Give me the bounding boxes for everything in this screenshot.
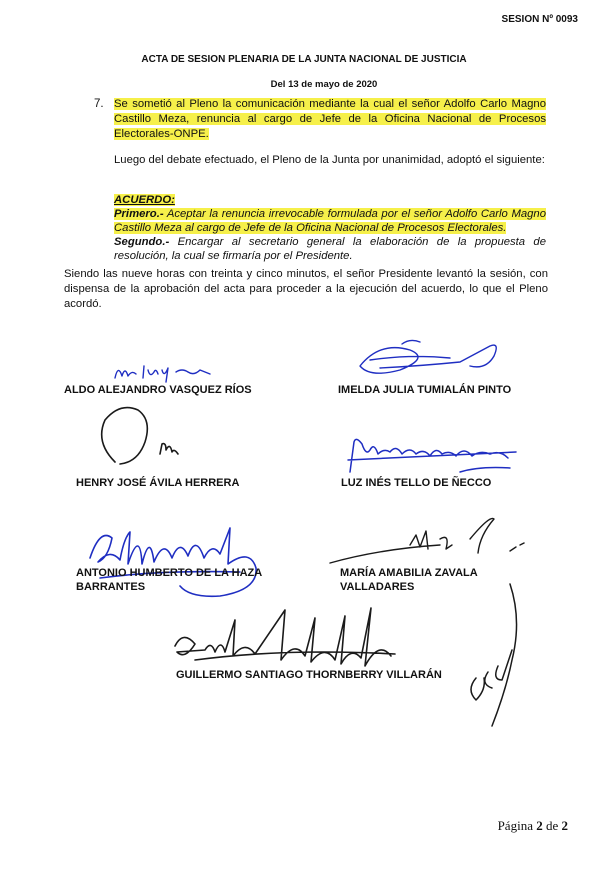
page-current: 2 — [536, 818, 543, 833]
signatory-tumialan: IMELDA JULIA TUMIALÁN PINTO — [338, 384, 512, 396]
signatory-avila: HENRY JOSÉ ÁVILA HERRERA — [76, 477, 240, 489]
signatory-de-la-haza — [76, 566, 262, 594]
signatory-zavala-line1: MARÍA AMABILIA ZAVALA — [340, 567, 478, 579]
page-number — [498, 818, 568, 834]
signatory-de-la-haza-line1: ANTONIO HUMBERTO DE LA HAZA — [76, 567, 263, 579]
signature-tumialan — [340, 336, 510, 386]
page-word: Página — [497, 818, 533, 833]
agreement-first-label: Primero.- — [114, 208, 164, 220]
closing-paragraph: Siendo las nueve horas con treinta y cinco minutos, el señor Presidente levantó la sesión, con dispensa de la aprobación del acta para proceder a la ejecución del acuerdo, lo que el Pleno acordó. — [64, 268, 548, 310]
document-date: Del 13 de mayo de 2020 — [270, 79, 378, 90]
document-title: ACTA DE SESION PLENARIA DE LA JUNTA NACIONAL DE JUSTICIA — [141, 54, 467, 65]
signature-tello — [340, 432, 520, 482]
signatory-tello: LUZ INÉS TELLO DE ÑECCO — [341, 477, 492, 489]
signatory-de-la-haza-line2: BARRANTES — [76, 581, 146, 593]
signature-right-margin — [462, 580, 532, 730]
page-total: 2 — [561, 818, 568, 833]
signatory-zavala — [340, 566, 478, 594]
signatory-zavala-line2: VALLADARES — [340, 581, 415, 593]
item-number: 7. — [94, 98, 104, 110]
signatory-thornberry: GUILLERMO SANTIAGO THORNBERRY VILLARÁN — [176, 669, 442, 681]
session-number: SESION Nº 0093 — [501, 14, 578, 25]
signatory-vasquez: ALDO ALEJANDRO VASQUEZ RÍOS — [64, 384, 252, 396]
agreement-second-text: Encargar al secretario general la elaboración de la propuesta de resolución, la cual se firmaría por el Presidente. — [114, 236, 547, 262]
agreement-first-text: Aceptar la renuncia irrevocable formulada por el señor Adolfo Carlo Magno Castillo Meza al cargo de Jefe de la Oficina Nacional de Procesos Electorales. — [114, 208, 546, 234]
agreement-heading: ACUERDO: — [114, 194, 175, 206]
agreement-block — [114, 193, 546, 263]
highlighted-text: Se sometió al Pleno la comunicación mediante la cual el señor Adolfo Carlo Magno Castillo Meza, renuncia al cargo de Jefe de la Oficina Nacional de Procesos Electorales-ONPE. — [114, 98, 546, 140]
agreement-second-label: Segundo.- — [114, 236, 170, 248]
signature-avila — [90, 402, 200, 472]
item-paragraph — [114, 97, 546, 142]
debate-paragraph: Luego del debate efectuado, el Pleno de la Junta por unanimidad, adoptó el siguiente: — [114, 154, 545, 166]
signature-zavala — [320, 505, 530, 575]
signature-thornberry — [165, 600, 415, 670]
page-of: de — [545, 818, 559, 833]
signature-vasquez — [110, 356, 220, 386]
